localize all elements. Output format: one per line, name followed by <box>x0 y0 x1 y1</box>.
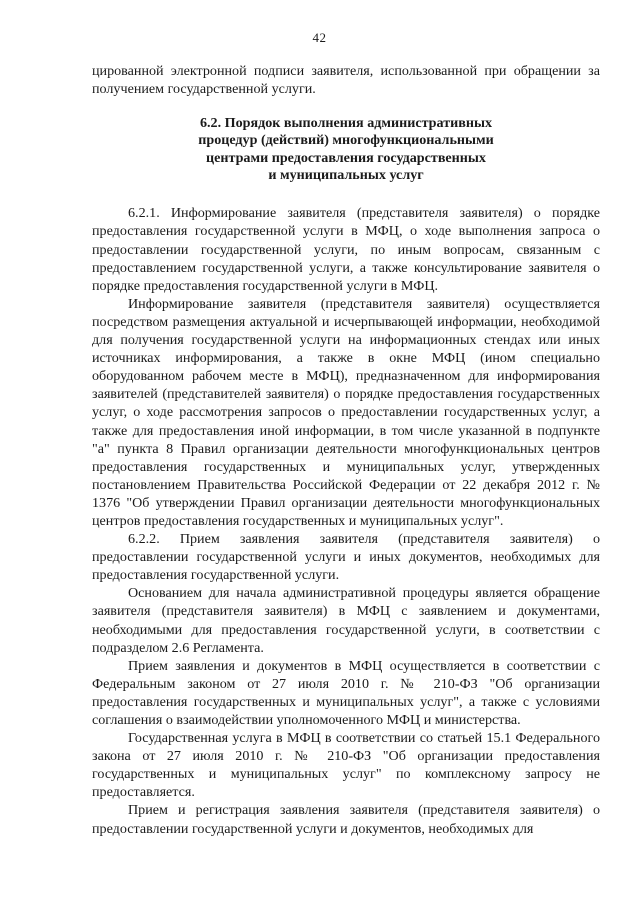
section-heading-line: 6.2. Порядок выполнения административных <box>199 115 493 132</box>
section-heading-line: центрами предоставления государственных <box>206 149 486 166</box>
paragraph-6-2-1: 6.2.1. Информирование заявителя (представителя заявителя) о порядке предоставления государственной услуги в МФЦ, о ходе выполнения запроса о предоставлении государственной услуги, по иным вопросам, связанным с предоставлением государственной услуги, а также консультирование заявителя о порядке предоставления государственной услуги в МФЦ. <box>92 205 600 294</box>
paragraph-6-2-2: 6.2.2. Прием заявления заявителя (представителя заявителя) о предоставлении государственной услуги и иных документов, необходимых для предоставления государственной услуги. <box>92 531 600 584</box>
paragraph-complex-request: Государственная услуга в МФЦ в соответствии со статьей 15.1 Федерального закона от 27 июля 2010 г. № 210-ФЗ "Об организации предоставления государственных и муниципальных услуг" по комплексному запросу не предоставляется. <box>92 730 600 801</box>
paragraph-registration: Прием и регистрация заявления заявителя (представителя заявителя) о предоставлении государственной услуги и документов, необходимых для <box>92 802 600 837</box>
page-body <box>92 62 600 838</box>
section-heading-line: и муниципальных услуг <box>268 167 424 184</box>
page-number: 42 <box>312 30 327 45</box>
paragraph-acceptance: Прием заявления и документов в МФЦ осуществляется в соответствии с Федеральным законом от 27 июля 2010 г. № 210-ФЗ "Об организации предоставления государственных и муниципальных услуг", а также с условиями соглашения о взаимодействии уполномоченного МФЦ и министерства. <box>92 657 600 728</box>
section-heading <box>92 115 600 184</box>
paragraph-basis: Основанием для начала административной процедуры является обращение заявителя (представителя заявителя) в МФЦ с заявлением и документами, необходимыми для предоставления государственной услуги, в соответствии с подразделом 2.6 Регламента. <box>92 585 600 656</box>
section-heading-line: процедур (действий) многофункциональными <box>198 132 494 149</box>
continuation-paragraph: цированной электронной подписи заявителя, использованной при обращении за получением государственной услуги. <box>92 63 600 98</box>
paragraph-informing: Информирование заявителя (представителя заявителя) осуществляется посредством размещения актуальной и исчерпывающей информации, необходимой для получения государственной услуги на информационных стендах или иных источниках информирования, а также в окне МФЦ (ином специально оборудованном рабочем месте в МФЦ), предназначенном для информирования заявителей (представителей заявителя) о порядке предоставления государственных услуг, о ходе рассмотрения запросов о предоставлении государственных услуг, а также для предоставления иной информации, в том числе указанной в подпункте "а" пункта 8 Правил организации деятельности многофункциональных центров предоставления государственных и муниципальных услуг, утвержденных постановлением Правительства Российской Федерации от 22 декабря 2012 г. № 1376 "Об утверждении Правил организации деятельности многофункциональных центров предоставления государственных и муниципальных услуг". <box>92 295 600 529</box>
